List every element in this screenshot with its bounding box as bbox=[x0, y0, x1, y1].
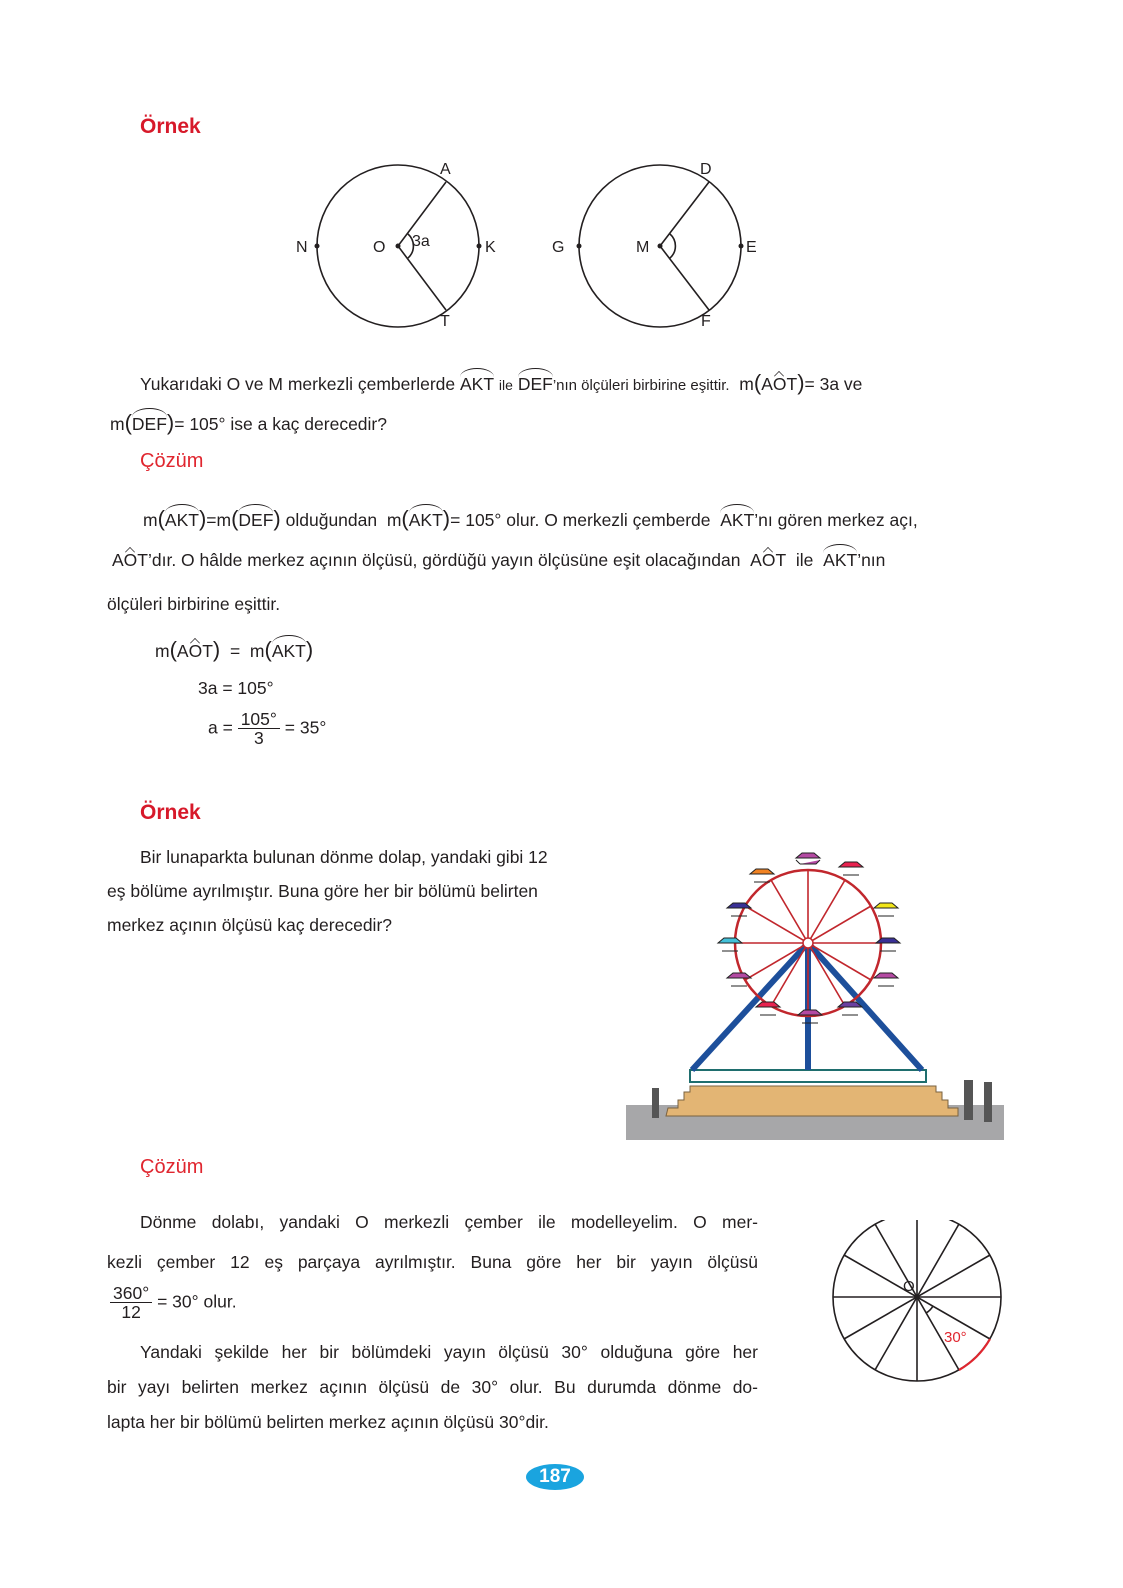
equation-1: m(AOT) = m(AKT) bbox=[155, 637, 314, 662]
text: = 3a ve bbox=[804, 374, 863, 394]
arc-def: DEF bbox=[131, 414, 167, 434]
point-a: A bbox=[440, 161, 451, 178]
angle-aot: AOT bbox=[176, 641, 213, 661]
angle-aot: AOT bbox=[750, 550, 787, 570]
text: m bbox=[155, 641, 170, 661]
equation-2 bbox=[198, 678, 274, 699]
text: ile bbox=[795, 550, 814, 570]
arc-akt: AKT bbox=[271, 641, 306, 661]
text: m bbox=[249, 641, 265, 661]
arc-akt: AKT bbox=[823, 550, 858, 570]
text: Yukarıdaki O ve M merkezli çemberlerde bbox=[140, 374, 456, 394]
text: 3a bbox=[198, 678, 218, 698]
solution-line-2 bbox=[112, 550, 885, 571]
text: ’dır. O hâlde merkez açının ölçüsü, gördüğü yayın ölçüsüne eşit olacağından bbox=[147, 550, 741, 570]
solution-line: Yandaki şekilde her bir bölümdeki yayın ölçüsü 30° olduğuna göre her bbox=[140, 1342, 758, 1362]
fraction bbox=[110, 1284, 152, 1322]
equation-3 bbox=[208, 710, 326, 748]
text: ’nın bbox=[857, 550, 886, 570]
solution-line: kezli çember 12 eş parçaya ayrılmıştır. Buna göre her bir yayın ölçüsü bbox=[107, 1252, 758, 1272]
point-f: F bbox=[701, 313, 711, 330]
question-line-2: m(DEF)= 105° ise a kaç derecedir? bbox=[110, 410, 387, 435]
text: = 105° olur. O merkezli çemberde bbox=[450, 510, 711, 530]
text: m bbox=[216, 510, 232, 530]
denominator: 3 bbox=[253, 728, 264, 749]
solution-heading: Çözüm bbox=[140, 1156, 204, 1178]
angle-label-30: 30° bbox=[944, 1329, 967, 1346]
center-o: O bbox=[373, 239, 386, 256]
solution-line-3: ölçüleri birbirine eşittir. bbox=[107, 594, 281, 614]
text: = 35° bbox=[284, 717, 327, 738]
center-m: M bbox=[636, 239, 650, 256]
solution-line: bir yayı belirten merkez açının ölçüsü de 30° olur. Bu durumda dönme do- bbox=[107, 1377, 758, 1397]
example-heading: Örnek bbox=[140, 801, 201, 824]
solution-line-1: m(AKT)=m(DEF) olduğundan m(AKT)= 105° olur. O merkezli çemberde AKT’nı gören merkez açı, bbox=[143, 506, 918, 531]
arc-def: DEF bbox=[517, 374, 553, 394]
example-heading: Örnek bbox=[140, 115, 201, 138]
text: m bbox=[143, 510, 158, 530]
text: = 105° bbox=[222, 678, 274, 698]
point-n: N bbox=[296, 239, 308, 256]
text: m bbox=[110, 414, 125, 434]
angle-label-3a: 3a bbox=[412, 233, 430, 250]
two-circles-figure bbox=[280, 150, 760, 340]
angle-aot: AOT bbox=[761, 374, 798, 394]
text: m bbox=[739, 374, 754, 394]
point-e: E bbox=[746, 239, 757, 256]
text: = bbox=[206, 510, 217, 530]
center-o: O bbox=[903, 1278, 915, 1295]
text: = 30° olur. bbox=[157, 1291, 237, 1312]
solution-heading: Çözüm bbox=[140, 450, 204, 472]
text: a = bbox=[208, 717, 233, 738]
text: = 105° ise a kaç derecedir? bbox=[174, 414, 387, 434]
text: ’nı gören merkez açı, bbox=[754, 510, 918, 530]
point-g: G bbox=[552, 239, 565, 256]
text: = bbox=[229, 641, 241, 661]
solution-line: Dönme dolabı, yandaki O merkezli çember ile modelleyelim. O mer- bbox=[140, 1212, 758, 1232]
point-k: K bbox=[485, 239, 496, 256]
ferris-wheel-illustration bbox=[626, 850, 1004, 1140]
denominator: 12 bbox=[121, 1302, 141, 1323]
solution-fraction-line bbox=[110, 1284, 237, 1322]
text: ’nın ölçüleri birbirine eşittir. bbox=[552, 377, 730, 394]
point-d: D bbox=[700, 161, 712, 178]
numerator: 360° bbox=[110, 1284, 152, 1303]
page-number-badge: 187 bbox=[526, 1464, 584, 1490]
arc-def: DEF bbox=[238, 510, 274, 530]
arc-akt: AKT bbox=[720, 510, 755, 530]
question-line: Bir lunaparkta bulunan dönme dolap, yandaki gibi 12 bbox=[140, 847, 548, 867]
text: ile bbox=[498, 377, 513, 393]
text: olduğundan bbox=[285, 510, 378, 530]
arc-akt: AKT bbox=[408, 510, 443, 530]
question-line-1: Yukarıdaki O ve M merkezli çemberlerde AKT ile DEF’nın ölçüleri birbirine eşittir. m(AOT)= 3a ve bbox=[140, 370, 863, 395]
text: m bbox=[386, 510, 402, 530]
angle-aot: AOT bbox=[112, 550, 148, 570]
question-line: merkez açının ölçüsü kaç derecedir? bbox=[107, 915, 392, 935]
point-t: T bbox=[440, 313, 450, 330]
twelve-part-circle-figure bbox=[830, 1220, 1010, 1400]
arc-akt: AKT bbox=[164, 510, 199, 530]
question-line: eş bölüme ayrılmıştır. Buna göre her bir bölümü belirten bbox=[107, 881, 538, 901]
arc-akt: AKT bbox=[460, 374, 495, 394]
fraction bbox=[238, 710, 280, 748]
numerator: 105° bbox=[238, 710, 280, 729]
solution-line: lapta her bir bölümü belirten merkez açının ölçüsü 30°dir. bbox=[107, 1412, 549, 1432]
